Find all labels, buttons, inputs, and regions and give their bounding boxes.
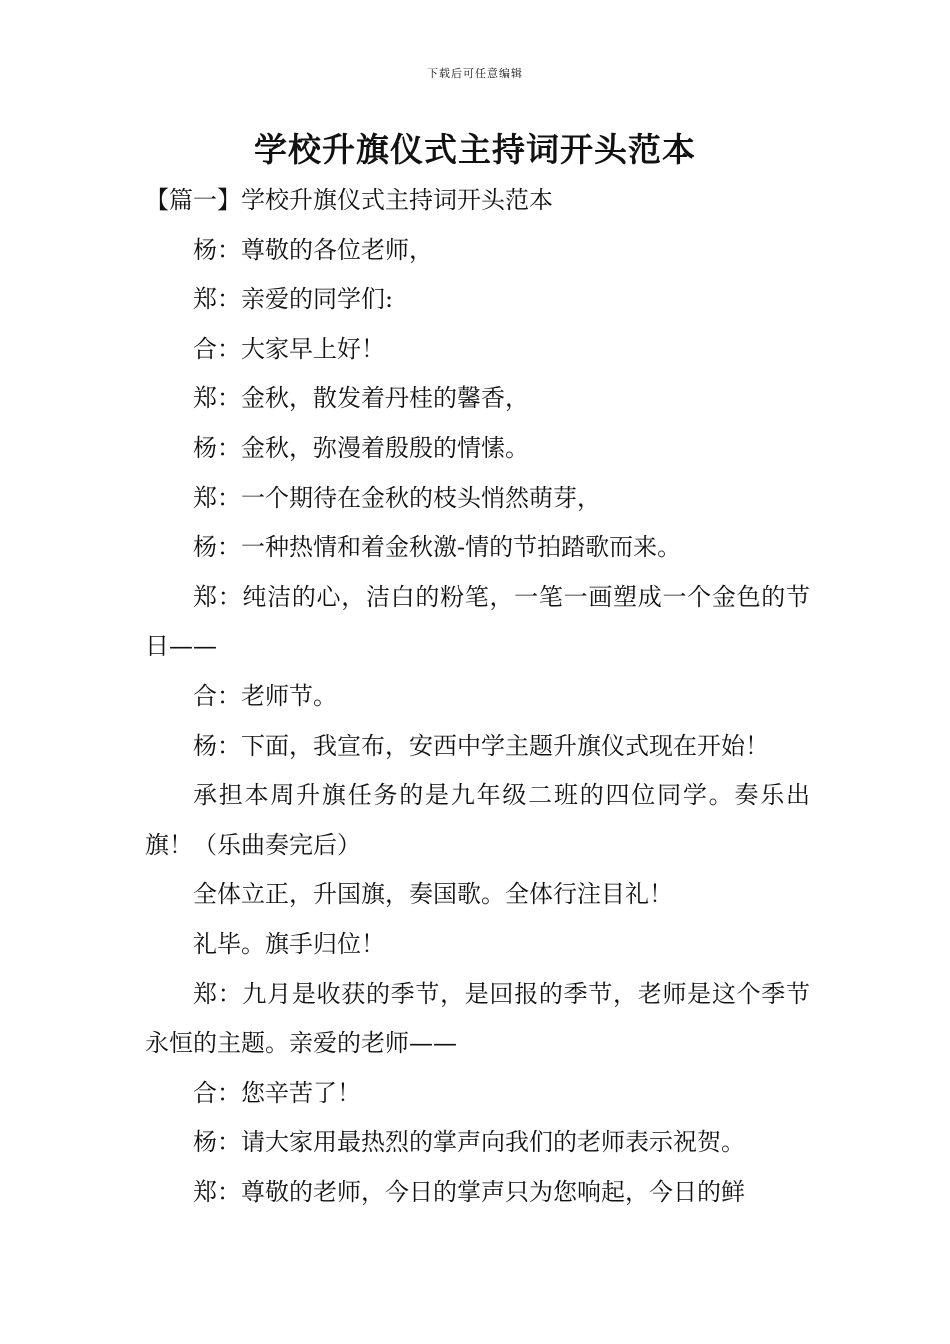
paragraph: 承担本周升旗任务的是九年级二班的四位同学。奏乐出旗！（乐曲奏完后） [145, 781, 810, 859]
paragraph: 杨：下面，我宣布，安西中学主题升旗仪式现在开始！ [193, 731, 769, 760]
paragraph: 全体立正，升国旗，奏国歌。全体行注目礼！ [193, 880, 673, 909]
section-heading: 【篇一】学校升旗仪式主持词开头范本 [145, 186, 553, 214]
paragraph: 杨：尊敬的各位老师， [193, 235, 433, 264]
paragraph: 郑：九月是收获的季节，是回报的季节，老师是这个季节永恒的主题。亲爱的老师—— [145, 979, 810, 1058]
paragraph: 杨：一种热情和着金秋激-情的节拍踏歌而来。 [193, 533, 682, 562]
paragraph: 合：老师节。 [193, 681, 337, 710]
header-note: 下载后可任意编辑 [427, 67, 523, 80]
paragraph: 郑：一个期待在金秋的枝头悄然萌芽， [193, 483, 601, 512]
paragraph: 郑：纯洁的心，洁白的粉笔，一笔一画塑成一个金色的节日—— [145, 582, 810, 661]
paragraph: 杨：请大家用最热烈的掌声向我们的老师表示祝贺。 [193, 1128, 745, 1157]
paragraph: 郑：尊敬的老师，今日的掌声只为您响起，今日的鲜 [193, 1177, 745, 1206]
document-body [145, 176, 810, 1217]
paragraph: 礼毕。旗手归位！ [193, 929, 385, 958]
paragraph: 郑：金秋，散发着丹桂的馨香， [193, 384, 529, 413]
paragraph: 杨：金秋，弥漫着殷殷的情愫。 [193, 433, 529, 462]
paragraph: 郑：亲爱的同学们: [193, 285, 394, 314]
paragraph: 合：大家早上好！ [193, 334, 385, 363]
document-title: 学校升旗仪式主持词开头范本 [254, 130, 696, 169]
paragraph: 合：您辛苦了！ [193, 1078, 361, 1107]
